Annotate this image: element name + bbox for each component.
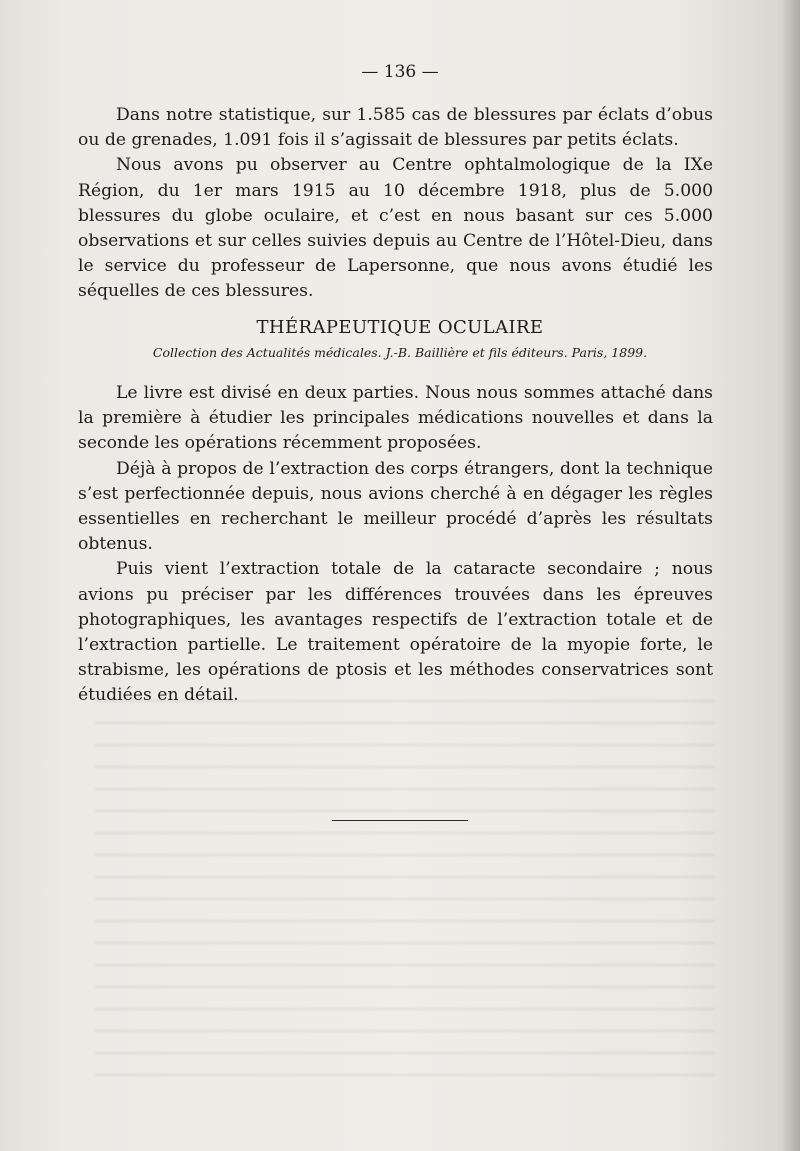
section-divider bbox=[332, 820, 468, 821]
page-edge-shadow bbox=[782, 0, 800, 1151]
review-text bbox=[78, 381, 713, 709]
bleed-through-text bbox=[95, 700, 715, 1080]
body-paragraph: Déjà à propos de l’extraction des corps étrangers, dont la technique s’est perfectionnée depuis, nous avions cherché à en dégager les règles essentielles en recherchant le meilleur procédé d’après les résultats obtenus. bbox=[78, 458, 713, 555]
intro-paragraph: Dans notre statistique, sur 1.585 cas de blessures par éclats d’obus ou de grenades, 1.091 fois il s’agissait de blessures par petits éclats. bbox=[78, 105, 713, 151]
intro-text bbox=[78, 103, 713, 305]
page-number: — 136 — bbox=[361, 62, 439, 82]
body-paragraph: Le livre est divisé en deux parties. Nous nous sommes attaché dans la première à étudier les principales médications nouvelles et dans la seconde les opérations récemment proposées. bbox=[78, 383, 713, 454]
section-title: THÉRAPEUTIQUE OCULAIRE bbox=[256, 317, 544, 338]
book-citation: Collection des Actualités médicales. J.-B. Baillière et fils éditeurs. Paris, 1899. bbox=[152, 345, 648, 360]
intro-paragraph: Nous avons pu observer au Centre ophtalmologique de la IXe Région, du 1er mars 1915 au 10 décembre 1918, plus de 5.000 blessures du globe oculaire, et c’est en nous basant sur ces 5.000 observations et sur celles suivies depuis au Centre de l’Hôtel-Dieu, dans le service du professeur de Lapersonne, que nous avons étudié les séquelles de ces blessures. bbox=[78, 155, 713, 302]
body-paragraph: Puis vient l’extraction totale de la cataracte secondaire ; nous avions pu préciser par les différences trouvées dans les épreuves photographiques, les avantages respectifs de l’extraction totale et de l’extraction partielle. Le traitement opératoire de la myopie forte, le strabisme, les opérations de ptosis et les méthodes conservatrices sont étudiées en détail. bbox=[78, 559, 713, 706]
